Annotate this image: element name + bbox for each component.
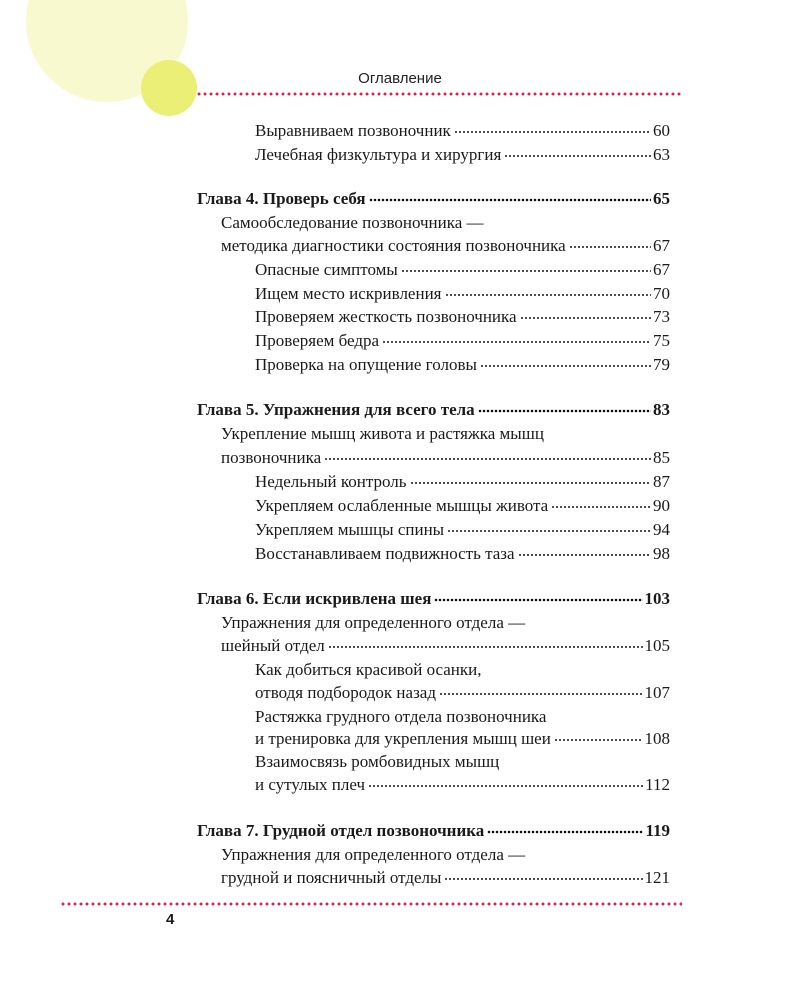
toc-dot-leader <box>518 551 651 559</box>
toc-entry <box>255 492 670 516</box>
toc-entry <box>255 117 670 141</box>
toc-entry <box>255 280 670 304</box>
toc-entry <box>221 632 670 656</box>
header-dotted-rule <box>196 92 682 96</box>
toc-page-number: 98 <box>653 544 670 563</box>
toc-dot-leader <box>368 782 643 790</box>
toc-dot-leader <box>551 503 651 511</box>
toc-entry <box>255 540 670 564</box>
toc-page-number: 94 <box>653 520 670 539</box>
toc-chapter-title: Глава 6. Если искривлена шея <box>197 589 432 608</box>
toc-chapter <box>197 817 670 841</box>
toc-dot-leader <box>369 196 651 204</box>
decorative-circle-small <box>141 60 197 116</box>
toc-page-number: 60 <box>653 121 670 140</box>
toc-entry-title: Ищем место искривления <box>255 284 442 303</box>
toc-entry-title: грудной и поясничный отделы <box>221 868 442 887</box>
toc-entry-title: Недельный контроль <box>255 472 407 491</box>
toc-entry-title: шейный отдел <box>221 636 325 655</box>
toc-dot-leader <box>439 690 643 698</box>
toc-entry-first-line: Взаимосвязь ромбовидных мышц <box>255 752 500 771</box>
toc-dot-leader <box>324 455 651 463</box>
toc-chapter-title: Глава 7. Грудной отдел позвоночника <box>197 821 485 840</box>
toc-entry <box>221 232 670 256</box>
toc-dot-leader <box>454 128 651 136</box>
toc-entry-title: позвоночника <box>221 448 322 467</box>
toc-entry <box>255 303 670 327</box>
toc-chapter <box>197 185 670 209</box>
toc-dot-leader <box>554 736 643 744</box>
toc-entry-title: Проверка на опущение головы <box>255 355 477 374</box>
toc-page-number: 75 <box>653 331 670 350</box>
page-number: 4 <box>166 911 175 928</box>
toc-page-number: 70 <box>653 284 670 303</box>
toc-page-number: 65 <box>653 189 670 208</box>
toc-chapter <box>197 585 670 609</box>
toc-dot-leader <box>447 527 651 535</box>
toc-entry-first-line: Упражнения для определенного отдела — <box>221 845 526 864</box>
toc-entry-first-line: Растяжка грудного отдела позвоночника <box>255 707 547 726</box>
toc-page-number: 108 <box>644 729 670 748</box>
toc-dot-leader <box>444 875 642 883</box>
toc-entry-first-line: Упражнения для определенного отдела — <box>221 613 526 632</box>
toc-entry-title: и тренировка для укрепления мышц шеи <box>255 729 551 748</box>
toc-dot-leader <box>520 314 651 322</box>
toc-dot-leader <box>434 596 642 604</box>
toc-entry-title: Укрепляем мышцы спины <box>255 520 445 539</box>
toc-entry-title: Проверяем бедра <box>255 331 380 350</box>
toc-entry <box>255 679 670 703</box>
toc-page-number: 119 <box>645 821 670 840</box>
toc-page-number: 67 <box>653 236 670 255</box>
toc-entry-title: Выравниваем позвоночник <box>255 121 451 140</box>
toc-entry <box>255 141 670 165</box>
toc-page-number: 112 <box>645 775 670 794</box>
toc-page-number: 103 <box>644 589 670 608</box>
toc-dot-leader <box>328 643 643 651</box>
toc-page-number: 105 <box>644 636 670 655</box>
toc-page-number: 107 <box>644 683 670 702</box>
toc-entry <box>255 327 670 351</box>
toc-page-number: 87 <box>653 472 670 491</box>
toc-page-number: 67 <box>653 260 670 279</box>
toc-entry-first-line: Как добиться красивой осанки, <box>255 660 482 679</box>
toc-dot-leader <box>478 407 651 415</box>
toc-entry <box>255 351 670 375</box>
toc-entry <box>255 468 670 492</box>
toc-entry <box>221 864 670 888</box>
toc-chapter-title: Глава 5. Упражнения для всего тела <box>197 400 475 419</box>
toc-page-number: 63 <box>653 145 670 164</box>
toc-entry-title: и сутулых плеч <box>255 775 366 794</box>
toc-entry <box>255 725 670 749</box>
toc-entry-title: Укрепляем ослабленные мышцы живота <box>255 496 549 515</box>
toc-entry-title: методика диагностики состояния позвоночника <box>221 236 566 255</box>
toc-entry-first-line: Укрепление мышц живота и растяжка мышц <box>221 424 544 443</box>
toc-dot-leader <box>445 291 652 299</box>
toc-dot-leader <box>382 338 651 346</box>
toc-entry <box>221 444 670 468</box>
toc-chapter-title: Глава 4. Проверь себя <box>197 189 366 208</box>
toc-entry <box>255 516 670 540</box>
toc-chapter <box>197 396 670 420</box>
toc-entry-title: отводя подбородок назад <box>255 683 436 702</box>
toc-page-number: 83 <box>653 400 670 419</box>
toc-entry <box>255 771 670 795</box>
toc-dot-leader <box>569 243 651 251</box>
toc-dot-leader <box>401 267 651 275</box>
toc-entry-title: Проверяем жесткость позвоночника <box>255 307 517 326</box>
toc-entry-title: Опасные симптомы <box>255 260 398 279</box>
toc-entry <box>255 256 670 280</box>
toc-dot-leader <box>480 362 651 370</box>
toc-dot-leader <box>487 828 643 836</box>
toc-page-number: 90 <box>653 496 670 515</box>
running-header-title: Оглавление <box>358 70 442 87</box>
toc-entry-first-line: Самообследование позвоночника — <box>221 213 484 232</box>
toc-page-number: 73 <box>653 307 670 326</box>
toc-entry-title: Восстанавливаем подвижность таза <box>255 544 515 563</box>
toc-entry-title: Лечебная физкультура и хирургия <box>255 145 502 164</box>
toc-page-number: 121 <box>644 868 670 887</box>
toc-dot-leader <box>410 479 651 487</box>
toc-dot-leader <box>504 152 651 160</box>
toc-page-number: 79 <box>653 355 670 374</box>
toc-page-number: 85 <box>653 448 670 467</box>
footer-dotted-rule <box>60 902 682 906</box>
